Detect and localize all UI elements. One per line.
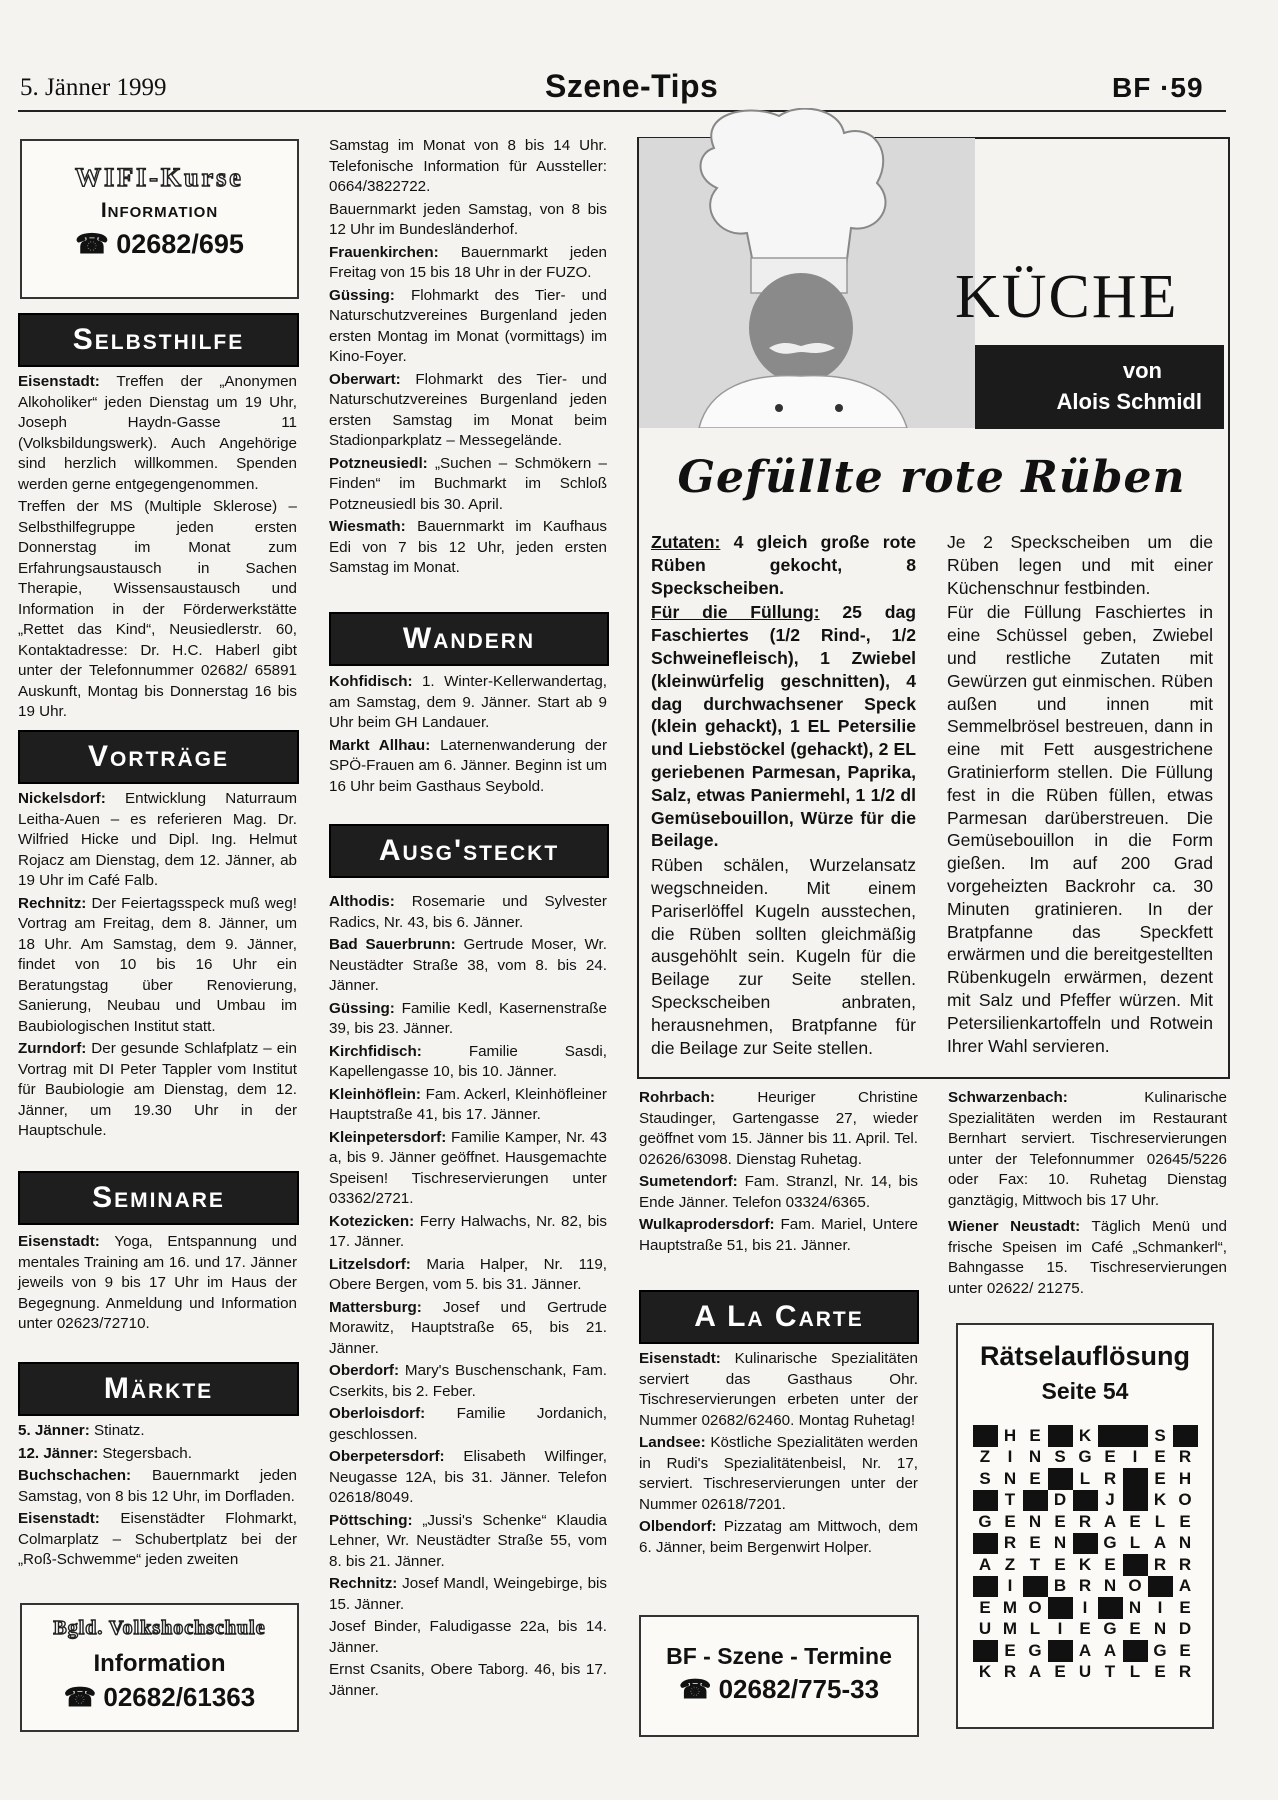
list-item: Pöttsching: „Jussi's Schenke“ Klaudia Lehner, Wr. Neustädter Straße 55, vom 8. bis 21. Jänner. xyxy=(329,1511,607,1570)
grid-letter-cell: N xyxy=(1178,1533,1192,1553)
step-paragraph: Je 2 Speckscheiben um die Rüben legen und mit einer Küchenschnur festbinden. xyxy=(947,532,1213,598)
grid-letter-cell: E xyxy=(1029,1425,1041,1445)
grid-row xyxy=(973,1425,1198,1447)
vhs-title: Bgld. Volkshochschule xyxy=(53,1617,266,1639)
recipe-ingredients xyxy=(651,531,916,1061)
grid-row xyxy=(973,1597,1198,1619)
list-item: Eisenstadt: Kulinarische Spezialitäten serviert das Gasthaus Ohr. Tischreservierungen erbeten unter der Nummer 02682/62460. Montag Ruhetag! xyxy=(639,1350,918,1429)
grid-letter-cell: O xyxy=(1128,1576,1142,1596)
grid-letter-cell: N xyxy=(1128,1597,1142,1617)
author-by: von xyxy=(1122,358,1162,383)
ausgsteckt-heading: Ausg'steckt xyxy=(329,824,609,878)
grid-letter-cell: T xyxy=(1004,1490,1016,1510)
grid-letter-cell: K xyxy=(1078,1425,1092,1445)
list-item: Bauernmarkt jeden Samstag, von 8 bis 12 Uhr im Bundesländerhof. xyxy=(329,200,607,238)
list-item: Buchschachen: Bauernmarkt jeden Samstag, von 8 bis 12 Uhr, im Dorfladen. xyxy=(18,1467,297,1505)
filling-paragraph: Für die Füllung: 25 dag Faschiertes (1/2 Rind-, 1/2 Schweinefleisch), 1 Zwiebel (kleinwürfelig geschnitten), 4 dag durchwachsener Speck (klein gehackt), 1 EL Petersilie und Liebstöckel (gehackt), 2 EL geriebenen Parmesan, Paprika, Salz, etwas Paniermehl, 1 1/2 dl Gemüsebouillon, Würze für die Beilage. xyxy=(651,602,916,851)
grid-letter-cell: I xyxy=(1132,1447,1138,1467)
grid-letter-cell: E xyxy=(1029,1468,1041,1488)
grid-black-cell xyxy=(1123,1425,1148,1447)
list-item: Potzneusiedl: „Suchen – Schmökern – Finden“ im Buchmarkt im Schloß Potzneusiedl bis 30. April. xyxy=(329,454,607,513)
grid-row xyxy=(973,1662,1198,1684)
grid-letter-cell: R xyxy=(1178,1662,1192,1682)
grid-letter-cell: E xyxy=(1154,1662,1166,1682)
grid-black-cell xyxy=(1123,1468,1148,1490)
alacarte-list xyxy=(639,1349,918,1560)
grid-letter-cell: H xyxy=(1003,1425,1017,1445)
jacket-button xyxy=(835,404,843,412)
grid-letter-cell: A xyxy=(1178,1576,1192,1596)
list-item: Landsee: Köstliche Spezialitäten werden in Rudi's Spezialitätenbeisl, Nr. 17, serviert. Tischreservierungen unter der Nummer 02618/7201. xyxy=(639,1434,918,1513)
kueche-title: KÜCHE xyxy=(955,263,1179,331)
list-item: Kleinhöflein: Fam. Ackerl, Kleinhöfleiner Hauptstraße 41, bis 17. Jänner. xyxy=(329,1085,607,1123)
grid-letter-cell: E xyxy=(1179,1511,1191,1531)
grid-black-cell xyxy=(973,1640,998,1662)
grid-letter-cell: A xyxy=(978,1554,992,1574)
grid-row xyxy=(973,1511,1198,1533)
grid-black-cell xyxy=(1048,1640,1073,1662)
bf-termine-phone: ☎ 02682/775-33 xyxy=(678,1674,880,1704)
grid-letter-cell: E xyxy=(1104,1447,1116,1467)
step-paragraph: Für die Füllung Faschiertes in eine Schüssel geben, Zwiebel und restliche Zutaten mit Gewürzen gut einmischen. Rüben außen und innen mit Semmelbrösel bestreuen, dann in eine mit Fett ausgestrichene Gratinierform stellen. Die Füllung fest in die Rüben füllen, etwas Parmesan darüberstreuen. Die Gemüsebouillon in die Form gießen. Im auf 200 Grad vorgeheizten Backrohr ca. 30 Minuten gratinieren. In der Bratpfanne das Speckfett erwärmen und die bereitgestellten Rübenkugeln erwärmen, dezent mit Salz und Pfeffer würzen. Mit Petersilienkartoffeln und Rotwein Ihrer Wahl servieren. xyxy=(947,602,1213,1056)
grid-letter-cell: E xyxy=(1179,1640,1191,1660)
issue-date: 5. Jänner 1999 xyxy=(20,74,167,101)
grid-letter-cell: E xyxy=(1079,1619,1091,1639)
grid-letter-cell: A xyxy=(1153,1533,1167,1553)
grid-black-cell xyxy=(1048,1425,1073,1447)
list-item: Kleinpetersdorf: Familie Kamper, Nr. 43 a, bis 9. Jänner geöffnet. Hausgemachte Speisen! Tischreservierungen unter 03362/2721. xyxy=(329,1128,607,1207)
grid-letter-cell: U xyxy=(978,1619,992,1639)
grid-letter-cell: K xyxy=(978,1662,992,1682)
grid-letter-cell: E xyxy=(1104,1554,1116,1574)
grid-letter-cell: K xyxy=(1078,1554,1092,1574)
grid-black-cell xyxy=(1073,1533,1098,1555)
list-item: Bad Sauerbrunn: Gertrude Moser, Wr. Neustädter Straße 38, vom 8. bis 24. Jänner. xyxy=(329,936,607,994)
grid-row xyxy=(973,1576,1198,1598)
list-item: Oberloisdorf: Familie Jordanich, geschlossen. xyxy=(329,1405,607,1443)
grid-black-cell xyxy=(973,1425,998,1447)
grid-letter-cell: G xyxy=(1103,1533,1117,1553)
grid-letter-cell: R xyxy=(1078,1511,1092,1531)
list-item: Nickelsdorf: Entwicklung Naturraum Leitha-Auen – es referieren Mag. Dr. Wilfried Hicke und Dipl. Ing. Helmut Rojacz am Dienstag, dem 12. Jänner, ab 19 Uhr im Café Falb. xyxy=(18,790,297,889)
grid-letter-cell: E xyxy=(1154,1468,1166,1488)
grid-letter-cell: A xyxy=(1103,1640,1117,1660)
list-item: Frauenkirchen: Bauernmarkt jeden Freitag von 15 bis 18 Uhr in der FUZO. xyxy=(329,243,607,281)
grid-letter-cell: E xyxy=(1179,1597,1191,1617)
grid-letter-cell: G xyxy=(978,1511,992,1531)
list-item: Josef Binder, Faludigasse 22a, bis 14. Jänner. xyxy=(329,1618,607,1656)
grid-letter-cell: R xyxy=(1178,1447,1192,1467)
grid-black-cell xyxy=(1048,1597,1073,1619)
grid-letter-cell: R xyxy=(1103,1468,1117,1488)
grid-row xyxy=(973,1468,1198,1490)
list-item: Rohrbach: Heuriger Christine Staudinger, Gartengasse 27, wieder geöffnet vom 15. Jänner bis 11. April. Tel. 02626/63098. Dienstag Ruhetag. xyxy=(639,1089,918,1168)
wandern-heading: Wandern xyxy=(329,612,609,666)
ingredients-paragraph: Zutaten: 4 gleich große rote Rüben gekocht, 8 Speckscheiben. xyxy=(651,532,916,598)
list-item: Treffen der MS (Multiple Sklerose) – Selbsthilfegruppe jeden ersten Donnerstag im Monat zum Erfahrungsaustausch in Sachen Therapie, Wissensaustausch und Information in der Förderwerkstätte „Rettet das Kind“, Neusiedlerstr. 60, Kontaktadresse: Dr. H.C. Haberl gibt unter der Telefonnummer 02682/ 65891 Auskunft, Montag bis Donnerstag 16 bis 19 Uhr. xyxy=(18,498,297,720)
vhs-phone: ☎ 02682/61363 xyxy=(63,1682,256,1712)
list-item: Samstag im Monat von 8 bis 14 Uhr. Telefonische Information für Aussteller: 0664/3822722. xyxy=(329,137,607,195)
page-number: BF ·59 xyxy=(1112,72,1204,103)
recipe-title: Gefüllte rote Rüben xyxy=(677,452,1186,503)
list-item: Oberpetersdorf: Elisabeth Wilfinger, Neugasse 12A, bis 31. Jänner. Telefon 02618/8049. xyxy=(329,1448,607,1506)
list-item: Litzelsdorf: Maria Halper, Nr. 119, Obere Bergen, vom 5. bis 31. Jänner. xyxy=(329,1255,607,1293)
grid-letter-cell: E xyxy=(1004,1511,1016,1531)
grid-letter-cell: M xyxy=(1002,1597,1018,1617)
vhs-subtitle: Information xyxy=(93,1650,226,1677)
list-item: Rechnitz: Josef Mandl, Weingebirge, bis 15. Jänner. xyxy=(329,1575,607,1613)
list-item: Ernst Csanits, Obere Taborg. 46, bis 17. Jänner. xyxy=(329,1661,607,1699)
grid-letter-cell: A xyxy=(1103,1511,1117,1531)
crossword-solution-grid xyxy=(973,1425,1198,1683)
right-entries xyxy=(948,1088,1227,1301)
author-band xyxy=(975,345,1224,429)
grid-letter-cell: R xyxy=(1178,1554,1192,1574)
raetsel-subtitle: Seite 54 xyxy=(1041,1378,1129,1404)
bf-termine-box xyxy=(639,1615,919,1737)
grid-letter-cell: R xyxy=(1078,1576,1092,1596)
list-item: Schwarzenbach: Kulinarische Spezialitäten werden im Restaurant Bernhart serviert. Tischreservierungen unter der Telefonnummer 02645/5226 oder Fax: 10. Ruhetag Dienstag ganztägig, Mittwoch bis 17 Uhr. xyxy=(948,1089,1227,1209)
ausgsteckt-list xyxy=(329,892,607,1703)
grid-letter-cell: D xyxy=(1178,1619,1192,1639)
grid-letter-cell: N xyxy=(1103,1576,1117,1596)
vortraege-list xyxy=(18,789,297,1144)
selbsthilfe-heading: Selbsthilfe xyxy=(18,313,299,367)
grid-black-cell xyxy=(1098,1425,1123,1447)
grid-black-cell xyxy=(1123,1640,1148,1662)
maerkte-heading: Märkte xyxy=(18,1362,299,1416)
grid-letter-cell: I xyxy=(1007,1576,1013,1596)
raetsel-title: Rätselauflösung xyxy=(979,1341,1191,1371)
grid-letter-cell: J xyxy=(1105,1490,1115,1510)
list-item: Wiesmath: Bauernmarkt im Kaufhaus Edi von 7 bis 12 Uhr, jeden ersten Samstag im Monat. xyxy=(329,518,607,576)
grid-letter-cell: S xyxy=(1054,1447,1066,1467)
step-paragraph: Rüben schälen, Wurzelansatz wegschneiden. Mit einem Pariserlöffel Kugeln ausstechen, die Rüben sollten gleichmäßig ausgehöhlt sein. Kugeln für die Beilage zur Seite stellen. Speckscheiben anbraten, herausnehmen, Bratpfanne für die Beilage zur Seite stellen. xyxy=(651,855,916,1058)
grid-black-cell xyxy=(1073,1490,1098,1512)
vhs-info-box xyxy=(20,1603,299,1732)
list-item: Rechnitz: Der Feiertagsspeck muß weg! Vortrag am Freitag, dem 8. Jänner, um 18 Uhr. Am Samstag, dem 9. Jänner, findet von 10 bis 16 Uhr ein Beratungstag über Renovierung, Sanierung, Neubau und Umbau im Baubiologischen Institut statt. xyxy=(18,894,297,1035)
wifi-phone: ☎ 02682/695 xyxy=(75,229,244,259)
list-item: Eisenstadt: Treffen der „Anonymen Alkoholiker“ jeden Dienstag um 19 Uhr, Joseph Haydn-Gasse 11 (Volksbildungswerk). Auch Angehörige sind herzlich willkommen. Spenden werden gerne entgegengenommen. xyxy=(18,373,297,493)
recipe-method xyxy=(947,531,1213,1059)
list-item: Kirchfidisch: Familie Sasdi, Kapellengasse 10, bis 10. Jänner. xyxy=(329,1042,607,1080)
wifi-title: WIFI-Kurse xyxy=(75,163,244,192)
list-item: Oberwart: Flohmarkt des Tier- und Naturschutzvereines Burgenland jeden ersten Samstag im Monat beim Stadionparkplatz – Messegelände. xyxy=(329,370,607,449)
list-item: Markt Allhau: Laternenwanderung der SPÖ-Frauen am 6. Jänner. Beginn ist um 16 Uhr beim Gasthaus Seybold. xyxy=(329,736,608,795)
grid-black-cell xyxy=(973,1533,998,1555)
grid-black-cell xyxy=(1023,1576,1048,1598)
grid-black-cell xyxy=(1048,1468,1073,1490)
grid-letter-cell: I xyxy=(1157,1597,1163,1617)
grid-letter-cell: N xyxy=(1153,1619,1167,1639)
list-item: Kotezicken: Ferry Halwachs, Nr. 82, bis 17. Jänner. xyxy=(329,1212,607,1250)
grid-letter-cell: A xyxy=(1028,1662,1042,1682)
grid-letter-cell: S xyxy=(1154,1425,1166,1445)
list-item: Eisenstadt: Eisenstädter Flohmarkt, Colmarplatz – Schubertplatz bei der „Roß-Schwemme“ jeden zweiten xyxy=(18,1510,297,1568)
author-name: Alois Schmidl xyxy=(1056,389,1202,414)
alacarte-heading: A La Carte xyxy=(639,1290,919,1344)
grid-letter-cell: L xyxy=(1154,1511,1166,1531)
grid-letter-cell: T xyxy=(1029,1554,1041,1574)
grid-row xyxy=(973,1490,1198,1512)
grid-letter-cell: E xyxy=(1054,1662,1066,1682)
grid-row xyxy=(973,1619,1198,1641)
grid-letter-cell: E xyxy=(1029,1533,1041,1553)
grid-letter-cell: E xyxy=(1054,1511,1066,1531)
wifi-subtitle: Information xyxy=(100,199,219,222)
grid-letter-cell: E xyxy=(1129,1511,1141,1531)
bf-termine-title: BF - Szene - Termine xyxy=(666,1643,892,1669)
list-item: Wiener Neustadt: Täglich Menü und frische Speisen im Café „Schmankerl“, Bahngasse 15. Tischreservierungen unter 02622/ 21275. xyxy=(948,1218,1227,1297)
ausgsteckt-continued xyxy=(639,1088,918,1258)
vortraege-heading: Vorträge xyxy=(18,730,299,784)
grid-letter-cell: L xyxy=(1129,1662,1141,1682)
header-rule xyxy=(18,110,1226,112)
grid-letter-cell: N xyxy=(1028,1511,1042,1531)
list-item: Güssing: Familie Kedl, Kasernenstraße 39, bis 23. Jänner. xyxy=(329,999,607,1037)
section-title: Szene-Tips xyxy=(545,68,719,104)
grid-letter-cell: Z xyxy=(979,1447,991,1467)
grid-black-cell xyxy=(973,1490,998,1512)
list-item: Mattersburg: Josef und Gertrude Morawitz, Hauptstraße 65, bis 21. Jänner. xyxy=(329,1298,607,1357)
list-item: 12. Jänner: Stegersbach. xyxy=(18,1444,192,1462)
grid-letter-cell: N xyxy=(1053,1533,1067,1553)
grid-letter-cell: U xyxy=(1078,1662,1092,1682)
grid-letter-cell: L xyxy=(1029,1619,1041,1639)
jacket-button xyxy=(775,404,783,412)
wifi-info-box xyxy=(20,139,299,299)
list-item: Althodis: Rosemarie und Sylvester Radics, Nr. 43, bis 6. Jänner. xyxy=(329,893,607,931)
grid-row xyxy=(973,1554,1198,1576)
list-item: Olbendorf: Pizzatag am Mittwoch, dem 6. Jänner, beim Bergenwirt Holper. xyxy=(639,1518,918,1556)
grid-letter-cell: I xyxy=(1082,1597,1088,1617)
list-item: Eisenstadt: Yoga, Entspannung und mentales Training am 16. und 17. Jänner jeweils von 9 bis 17 Uhr im Haus der Begegnung. Anmeldung und Information unter 02623/72710. xyxy=(18,1233,297,1332)
maerkte-list xyxy=(18,1421,297,1573)
grid-black-cell xyxy=(973,1576,998,1598)
seminare-list xyxy=(18,1232,297,1337)
grid-letter-cell: R xyxy=(1003,1662,1017,1682)
list-item: Kohfidisch: 1. Winter-Kellerwandertag, am Samstag, dem 9. Jänner. Start ab 9 Uhr beim GH Landauer. xyxy=(329,673,607,731)
maerkte-continued xyxy=(329,136,607,581)
chef-photo xyxy=(639,108,975,428)
grid-letter-cell: T xyxy=(1104,1662,1116,1682)
grid-letter-cell: E xyxy=(1129,1619,1141,1639)
grid-letter-cell: E xyxy=(1154,1447,1166,1467)
list-item: Wulkaprodersdorf: Fam. Mariel, Untere Hauptstraße 51, bis 21. Jänner. xyxy=(639,1216,918,1254)
grid-letter-cell: E xyxy=(1004,1640,1016,1660)
grid-letter-cell: G xyxy=(1153,1640,1167,1660)
grid-row xyxy=(973,1447,1198,1469)
list-item: Güssing: Flohmarkt des Tier- und Naturschutzvereines Burgenland jeden ersten Montag im Monat (vormittags) im Kino-Foyer. xyxy=(329,286,607,365)
grid-letter-cell: D xyxy=(1053,1490,1067,1510)
list-item: Oberdorf: Mary's Buschenschank, Fam. Cserkits, bis 2. Feber. xyxy=(329,1362,607,1400)
grid-letter-cell: L xyxy=(1079,1468,1091,1488)
grid-letter-cell: G xyxy=(1078,1447,1092,1467)
grid-row xyxy=(973,1640,1198,1662)
grid-letter-cell: O xyxy=(1178,1490,1192,1510)
grid-letter-cell: N xyxy=(1028,1447,1042,1467)
chef-face xyxy=(749,273,853,383)
grid-letter-cell: R xyxy=(1003,1533,1017,1553)
grid-black-cell xyxy=(1123,1490,1148,1512)
grid-letter-cell: O xyxy=(1028,1597,1042,1617)
grid-letter-cell: Z xyxy=(1004,1554,1016,1574)
grid-black-cell xyxy=(1173,1425,1198,1447)
grid-letter-cell: B xyxy=(1053,1576,1067,1596)
grid-letter-cell: I xyxy=(1057,1619,1063,1639)
grid-letter-cell: N xyxy=(1003,1468,1017,1488)
grid-letter-cell: E xyxy=(1054,1554,1066,1574)
grid-black-cell xyxy=(1123,1554,1148,1576)
list-item: Zurndorf: Der gesunde Schlafplatz – ein Vortrag mit DI Peter Tappler vom Institut für Baubiologie am Dienstag, dem 12. Jänner, um 19.30 Uhr in der Hauptschule. xyxy=(18,1040,297,1139)
grid-letter-cell: A xyxy=(1078,1640,1092,1660)
grid-black-cell xyxy=(1023,1490,1048,1512)
grid-black-cell xyxy=(1148,1576,1173,1598)
grid-letter-cell: H xyxy=(1178,1468,1192,1488)
grid-letter-cell: S xyxy=(979,1468,991,1488)
grid-letter-cell: I xyxy=(1007,1447,1013,1467)
grid-letter-cell: K xyxy=(1153,1490,1167,1510)
list-item: Sumetendorf: Fam. Stranzl, Nr. 14, bis Ende Jänner. Telefon 03324/6365. xyxy=(639,1173,918,1211)
grid-black-cell xyxy=(1098,1597,1123,1619)
raetsel-box xyxy=(956,1323,1214,1729)
grid-letter-cell: G xyxy=(1103,1619,1117,1639)
grid-letter-cell: M xyxy=(1002,1619,1018,1639)
grid-letter-cell: L xyxy=(1129,1533,1141,1553)
grid-letter-cell: G xyxy=(1028,1640,1042,1660)
list-item: 5. Jänner: Stinatz. xyxy=(18,1422,145,1439)
wandern-list xyxy=(329,672,607,799)
seminare-heading: Seminare xyxy=(18,1171,299,1225)
grid-row xyxy=(973,1533,1198,1555)
grid-letter-cell: E xyxy=(979,1597,991,1617)
selbsthilfe-list xyxy=(18,372,297,725)
grid-letter-cell: R xyxy=(1153,1554,1167,1574)
